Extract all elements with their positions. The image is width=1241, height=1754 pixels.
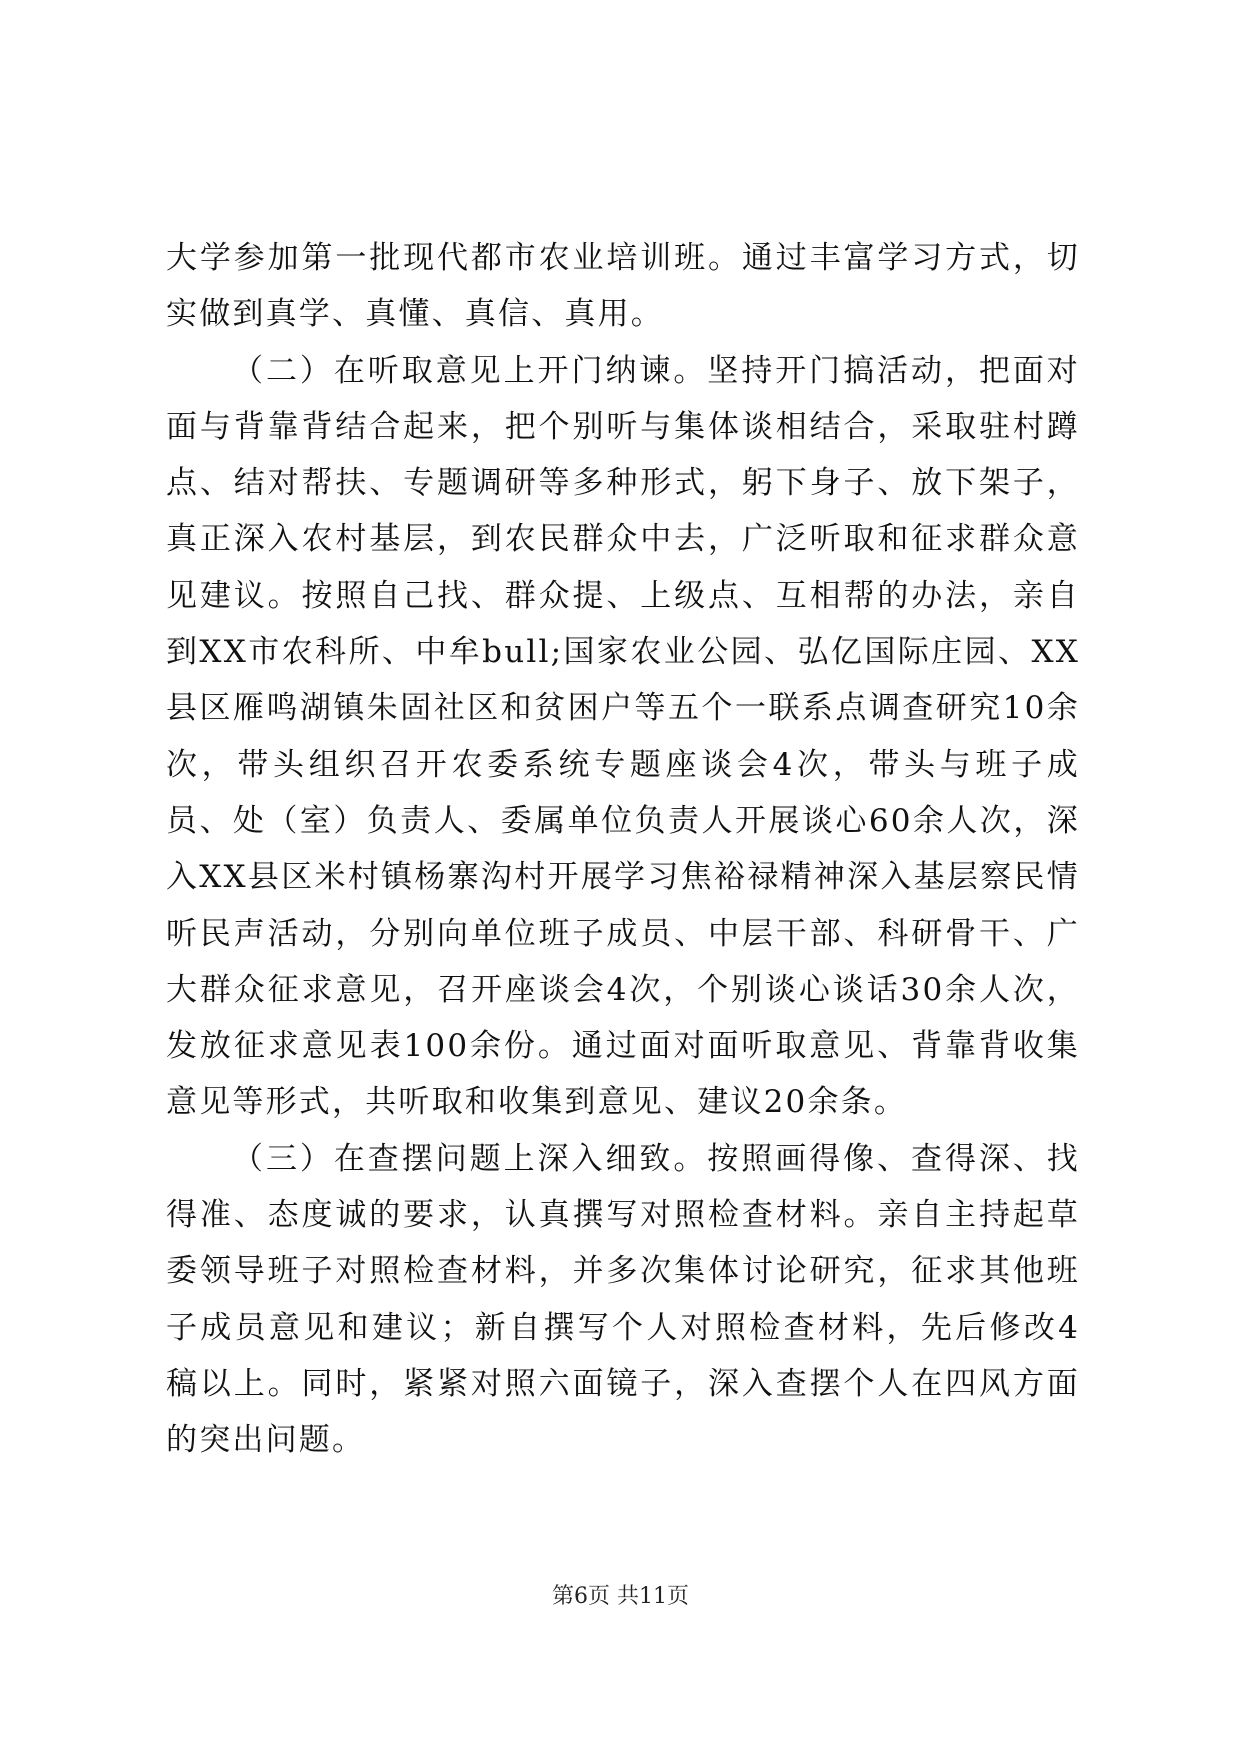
paragraph-open-door-opinions: （二）在听取意见上开门纳谏。坚持开门搞活动，把面对面与背靠背结合起来，把个别听与集体谈相结合，采取驻村蹲点、结对帮扶、专题调研等多种形式，躬下身子、放下架子，真正深入农村基层，到农民群众中去，广泛听取和征求群众意见建议。按照自己找、群众提、上级点、互相帮的办法，亲自到XX市农科所、中牟bull;国家农业公园、弘亿国际庄园、XX县区雁鸣湖镇朱固社区和贫困户等五个一联系点调查研究10余次，带头组织召开农委系统专题座谈会4次，带头与班子成员、处（室）负责人、委属单位负责人开展谈心60余人次，深入XX县区米村镇杨寨沟村开展学习焦裕禄精神深入基层察民情听民声活动，分别向单位班子成员、中层干部、科研骨干、广大群众征求意见，召开座谈会4次，个别谈心谈话30余人次，发放征求意见表100余份。通过面对面听取意见、背靠背收集意见等形式，共听取和收集到意见、建议20余条。	[166, 352, 1080, 1121]
body-text	[166, 230, 1080, 1469]
paragraph-problem-review: （三）在查摆问题上深入细致。按照画得像、查得深、找得准、态度诚的要求，认真撰写对照检查材料。亲自主持起草委领导班子对照检查材料，并多次集体讨论研究，征求其他班子成员意见和建议；新自撰写个人对照检查材料，先后修改4稿以上。同时，紧紧对照六面镜子，深入查摆个人在四风方面的突出问题。	[166, 1140, 1080, 1459]
page-number-footer: 第6页 共11页	[552, 1584, 689, 1609]
paragraph-continuation: 大学参加第一批现代都市农业培训班。通过丰富学习方式，切实做到真学、真懂、真信、真用。	[166, 240, 1080, 333]
